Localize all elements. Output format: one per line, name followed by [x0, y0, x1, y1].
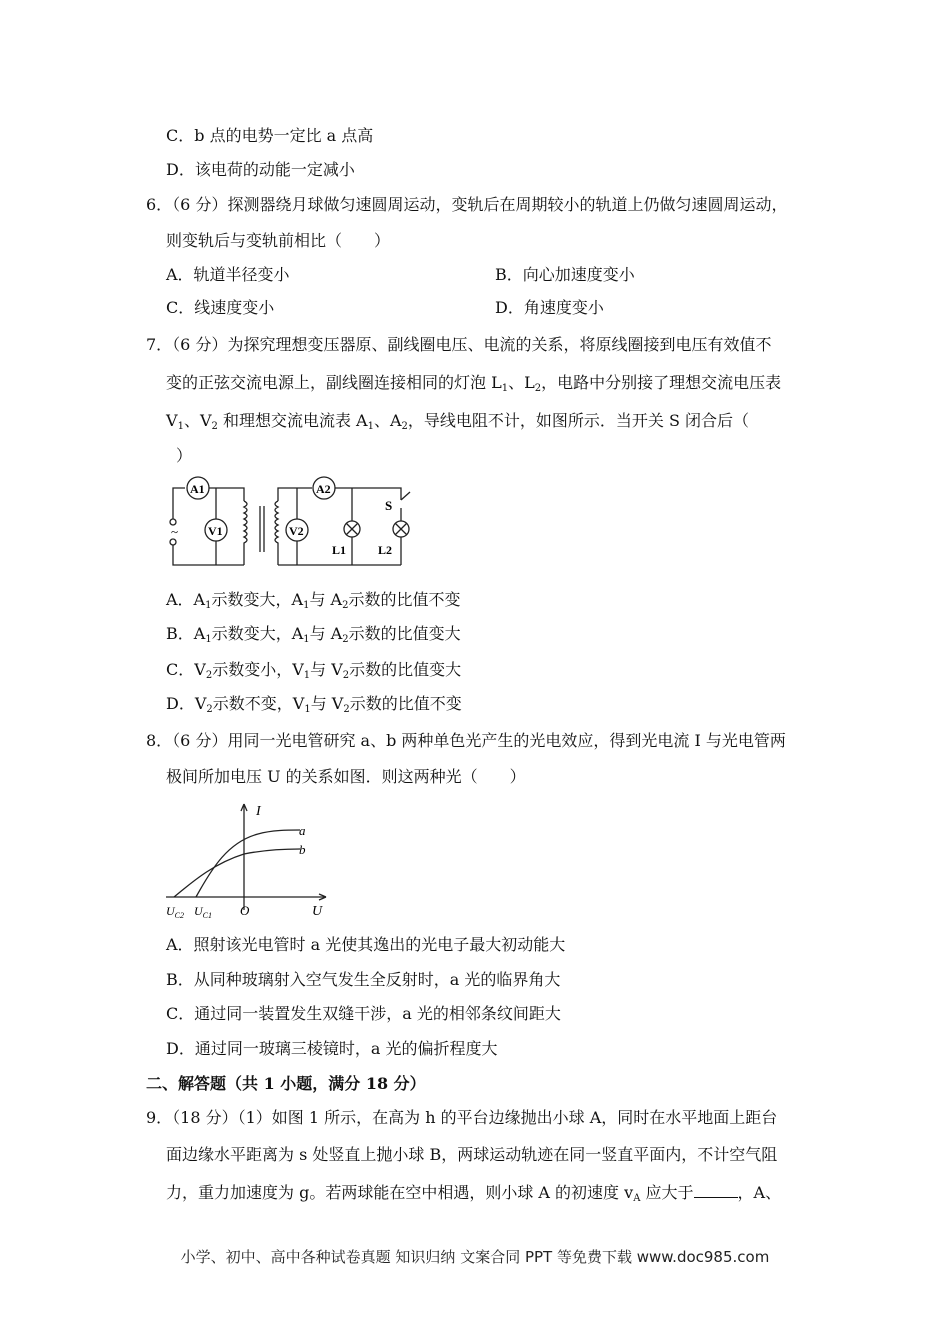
q7-stem-line3: $V_1$、$V_2$ 和理想交流电流表 $A_1$、$A_2$，导线电阻不计，如图所示．当开关 S 闭合后（ — [166, 411, 750, 432]
q6-option-b: B．向心加速度变小 — [495, 265, 635, 284]
q8-stem-line2: 极间所加电压 U 的关系如图．则这两种光（ ） — [166, 767, 526, 786]
page-footer: 小学、初中、高中各种试卷真题 知识归纳 文案合同 PPT 等免费下载 www.doc985.com — [180, 1248, 770, 1266]
q7-option-d: D．$V_2$示数不变，$V_1$与 $V_2$示数的比值不变 — [166, 694, 462, 715]
origin-label: O — [240, 903, 250, 918]
curve-b — [174, 849, 300, 897]
q9-stem-line1: 9．（18 分）（1）如图 1 所示，在高为 h 的平台边缘抛出小球 A，同时在水平地面上距台 — [146, 1108, 778, 1127]
q8-stem-line1: 8．（6 分）用同一光电管研究 a、b 两种单色光产生的光电效应，得到光电流 I 与光电管两 — [146, 731, 786, 750]
curve-b-label: b — [299, 842, 306, 857]
uc2-label: $U_{C2}$ — [166, 904, 185, 920]
q6-stem-line1: 6．（6 分）探测器绕月球做匀速圆周运动，变轨后在周期较小的轨道上仍做匀速圆周运动， — [146, 195, 788, 214]
curve-a-label: a — [299, 823, 306, 838]
label-v2: V2 — [289, 524, 304, 538]
label-a2: A2 — [316, 482, 331, 496]
source-symbol: ~ — [171, 524, 179, 539]
q8-option-b: B．从同种玻璃射入空气发生全反射时，a 光的临界角大 — [166, 970, 561, 989]
q6-option-d: D．角速度变小 — [495, 298, 604, 317]
q6-option-c: C．线速度变小 — [166, 298, 275, 317]
q6-stem-line2: 则变轨后与变轨前相比（ ） — [166, 231, 391, 250]
answer-blank[interactable] — [694, 1183, 738, 1198]
label-l1: L1 — [332, 543, 347, 557]
q8-option-a: A．照射该光电管时 a 光使其逸出的光电子最大初动能大 — [166, 935, 566, 954]
uc1-label: $U_{C1}$ — [194, 904, 213, 920]
section-heading: 二、解答题（共 1 小题，满分 18 分） — [146, 1074, 426, 1093]
label-l2: L2 — [378, 543, 393, 557]
q7-circuit-diagram — [160, 476, 420, 576]
q8-option-c: C．通过同一装置发生双缝干涉，a 光的相邻条纹间距大 — [166, 1004, 561, 1023]
q7-stem-line4: ） — [176, 446, 193, 465]
q7-stem-line1: 7．（6 分）为探究理想变压器原、副线圈电压、电流的关系，将原线圈接到电压有效值不 — [146, 335, 772, 354]
q8-option-d: D．通过同一玻璃三棱镜时，a 光的偏折程度大 — [166, 1039, 498, 1058]
q9-stem-line3: 力，重力加速度为 g。若两球能在空中相遇，则小球 A 的初速度 $v_A$ 应大于 ，A、 — [166, 1183, 782, 1204]
q7-stem-line2: 变的正弦交流电源上，副线圈连接相同的灯泡 $L_1$、$L_2$，电路中分别接了理想交流电压表 — [166, 373, 782, 394]
label-v1: V1 — [208, 524, 223, 538]
q9-stem-line2: 面边缘水平距离为 s 处竖直上抛小球 B，两球运动轨迹在同一竖直平面内，不计空气阻 — [166, 1145, 778, 1164]
q7-option-c: C．$V_2$示数变小，$V_1$与 $V_2$示数的比值变大 — [166, 660, 462, 681]
curve-a — [196, 830, 300, 897]
q7-option-a: A．$A_1$示数变大，$A_1$与 $A_2$示数的比值不变 — [166, 590, 461, 611]
q6-option-a: A．轨道半径变小 — [166, 265, 290, 284]
q8-iu-graph — [160, 798, 340, 922]
q7-option-b: B．$A_1$示数变大，$A_1$与 $A_2$示数的比值变大 — [166, 624, 461, 645]
q5-option-c: C．b 点的电势一定比 a 点高 — [166, 126, 374, 145]
axis-label-u: U — [312, 904, 323, 919]
label-a1: A1 — [190, 482, 205, 496]
q5-option-d: D．该电荷的动能一定减小 — [166, 160, 355, 179]
label-switch: S — [385, 498, 393, 513]
axis-label-i: I — [256, 804, 261, 819]
